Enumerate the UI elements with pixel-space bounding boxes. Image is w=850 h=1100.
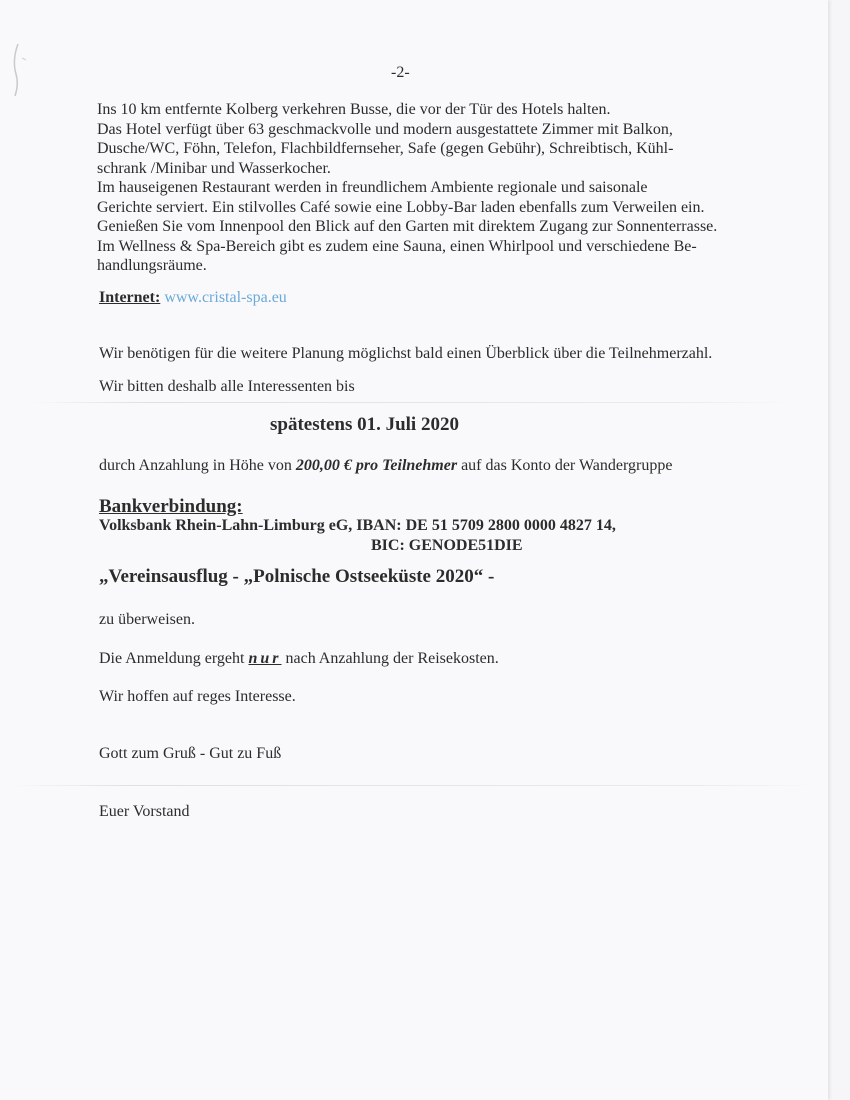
paper-fold-line: [10, 785, 820, 786]
text-line: Ins 10 km entfernte Kolberg verkehren Busse, die vor der Tür des Hotels halten.: [97, 101, 611, 118]
hotel-description: [97, 100, 757, 276]
registration-before: Die Anmeldung ergeht: [99, 650, 249, 667]
text-line: Im hauseigenen Restaurant werden in freundlichem Ambiente regionale und saisonale: [97, 179, 648, 196]
internet-row: [99, 289, 287, 307]
internet-label: Internet:: [99, 289, 161, 306]
text-line: Das Hotel verfügt über 63 geschmackvolle und modern ausgestattete Zimmer mit Balkon,: [97, 120, 673, 138]
registration-after: nach Anzahlung der Reisekosten.: [281, 650, 499, 667]
registration-text: [99, 650, 499, 668]
request-text: Wir bitten deshalb alle Interessenten bis: [99, 378, 355, 395]
staple-mark-icon: [10, 40, 28, 100]
transfer-text: zu überweisen.: [99, 611, 195, 628]
deposit-amount: 200,00 € pro Teilnehmer: [295, 457, 458, 474]
bank-heading: Bankverbindung:: [99, 496, 243, 517]
hope-text: Wir hoffen auf reges Interesse.: [99, 688, 296, 705]
page-number: -2-: [391, 64, 410, 81]
text-line: Genießen Sie vom Innenpool den Blick auf den Garten mit direktem Zugang zur Sonnenterrasse.: [97, 218, 718, 235]
paper-fold-line: [30, 402, 790, 403]
text-line: Gerichte serviert. Ein stilvolles Café sowie eine Lobby-Bar laden ebenfalls zum Verweilen ein.: [97, 198, 705, 216]
text-line: Dusche/WC, Föhn, Telefon, Flachbildfernseher, Safe (gegen Gebühr), Schreibtisch, Kühl-: [97, 140, 674, 157]
text-line: handlungsräume.: [97, 257, 207, 274]
transfer-purpose: „Vereinsausflug - „Polnische Ostseeküste 2020“ -: [99, 566, 495, 587]
deposit-text-before: durch Anzahlung in Höhe von: [99, 457, 296, 474]
website-link[interactable]: www.cristal-spa.eu: [164, 289, 287, 306]
bank-bic-line: BIC: GENODE51DIE: [371, 537, 523, 554]
greeting-text: Gott zum Gruß - Gut zu Fuß: [99, 745, 282, 762]
planning-text: Wir benötigen für die weitere Planung möglichst bald einen Überblick über die Teilnehmerzahl.: [99, 345, 713, 362]
bank-account-line: Volksbank Rhein-Lahn-Limburg eG, IBAN: DE 51 5709 2800 0000 4827 14,: [99, 517, 616, 534]
signature-text: Euer Vorstand: [99, 803, 190, 820]
text-line: schrank /Minibar und Wasserkocher.: [97, 159, 331, 177]
deposit-text-after: auf das Konto der Wandergruppe: [457, 457, 673, 474]
text-line: Im Wellness & Spa-Bereich gibt es zudem eine Sauna, einen Whirlpool und verschiedene Be-: [97, 237, 697, 255]
deposit-text: [99, 457, 672, 475]
registration-emphasis: nur: [248, 650, 282, 667]
deadline-heading: spätestens 01. Juli 2020: [270, 414, 459, 435]
